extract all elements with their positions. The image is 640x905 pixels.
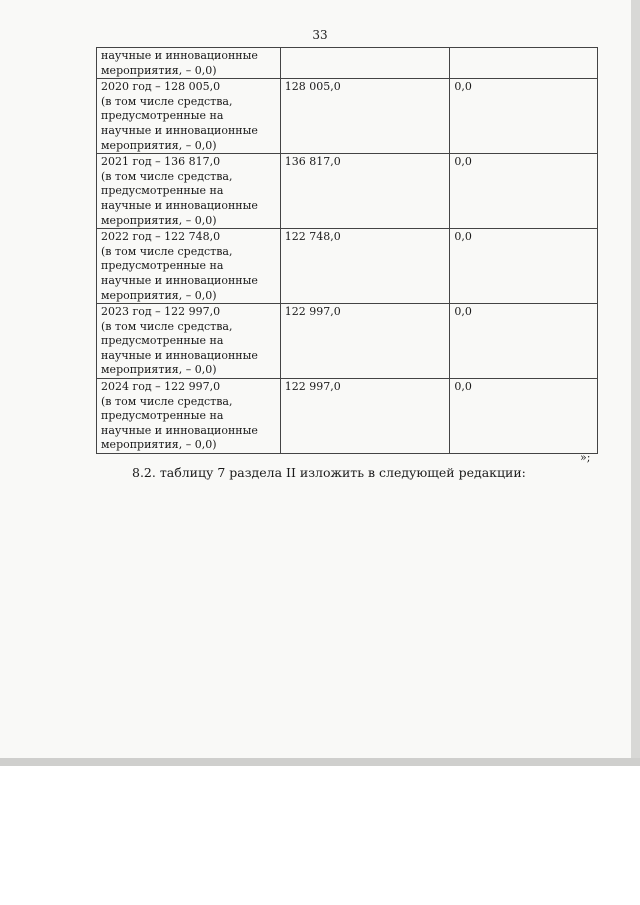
cell-line: мероприятия, – 0,0) xyxy=(101,63,217,77)
cell-line: предусмотренные на xyxy=(101,184,224,198)
table-cell-other xyxy=(450,48,598,79)
cell-line: 2020 год – 128 005,0 xyxy=(101,80,221,94)
cell-line: предусмотренные на xyxy=(101,109,224,123)
amendment-paragraph: 8.2. таблицу 7 раздела II изложить в следующей редакции: xyxy=(132,465,526,480)
table-row xyxy=(97,79,598,154)
table-cell-description xyxy=(97,48,281,79)
cell-line: (в том числе средства, xyxy=(101,319,233,333)
table-row xyxy=(97,229,598,304)
budget-table xyxy=(96,47,598,454)
table-cell-description xyxy=(97,229,281,304)
cell-line: 2021 год – 136 817,0 xyxy=(101,155,221,169)
cell-line: научные и инновационные xyxy=(101,123,258,137)
table-cell-description xyxy=(97,79,281,154)
cell-line: мероприятия, – 0,0) xyxy=(101,363,217,377)
table-cell-total: 122 748,0 xyxy=(280,229,450,304)
table-row-continuation xyxy=(97,48,598,79)
cell-line: мероприятия, – 0,0) xyxy=(101,138,217,152)
scan-edge-right xyxy=(631,0,640,766)
cell-line: 2022 год – 122 748,0 xyxy=(101,230,221,244)
cell-line: научные и инновационные xyxy=(101,198,258,212)
closing-quote: »; xyxy=(580,451,591,464)
cell-line: научные и инновационные xyxy=(101,273,258,287)
table-cell-description xyxy=(97,304,281,379)
table-row xyxy=(97,379,598,454)
table-cell-total: 122 997,0 xyxy=(280,304,450,379)
cell-line: научные и инновационные xyxy=(101,348,258,362)
table-cell-description xyxy=(97,154,281,229)
cell-line: (в том числе средства, xyxy=(101,394,233,408)
cell-line: предусмотренные на xyxy=(101,334,224,348)
cell-line: научные и инновационные xyxy=(101,423,258,437)
table-cell-total: 122 997,0 xyxy=(280,379,450,454)
cell-line: мероприятия, – 0,0) xyxy=(101,213,217,227)
table-cell-total: 136 817,0 xyxy=(280,154,450,229)
table-cell-other: 0,0 xyxy=(450,79,598,154)
cell-line: 2023 год – 122 997,0 xyxy=(101,305,221,319)
cell-line: предусмотренные на xyxy=(101,409,224,423)
table-cell-total xyxy=(280,48,450,79)
table-row xyxy=(97,304,598,379)
scan-edge-bottom xyxy=(0,758,640,766)
cell-line: предусмотренные на xyxy=(101,259,224,273)
table-row xyxy=(97,154,598,229)
cell-line: 2024 год – 122 997,0 xyxy=(101,380,221,394)
table-cell-description xyxy=(97,379,281,454)
table-cell-other: 0,0 xyxy=(450,379,598,454)
cell-line: (в том числе средства, xyxy=(101,94,233,108)
cell-line: (в том числе средства, xyxy=(101,169,233,183)
cell-line: мероприятия, – 0,0) xyxy=(101,288,217,302)
cell-line: (в том числе средства, xyxy=(101,244,233,258)
cell-line: мероприятия, – 0,0) xyxy=(101,438,217,452)
table-cell-other: 0,0 xyxy=(450,154,598,229)
table-cell-total: 128 005,0 xyxy=(280,79,450,154)
cell-line: научные и инновационные xyxy=(101,49,258,62)
page-number: 33 xyxy=(312,28,328,42)
table-cell-other: 0,0 xyxy=(450,304,598,379)
table-cell-other: 0,0 xyxy=(450,229,598,304)
